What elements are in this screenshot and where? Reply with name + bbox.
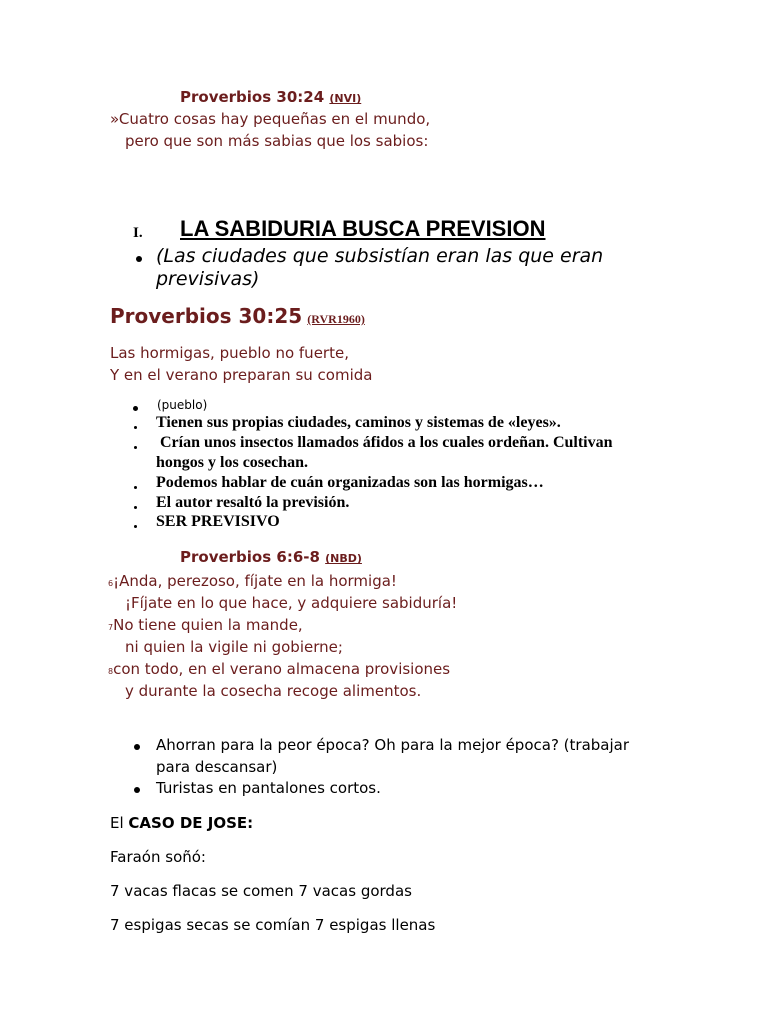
section-title-jose [110,814,253,832]
verse-line: ¡Fíjate en lo que hace, y adquiere sabiduría! [125,594,458,612]
verse-number: 8 [108,667,114,676]
reference-title: Proverbios 30:25 [110,304,303,328]
bullet-icon [134,787,140,793]
reference-version: (RVR1960) [307,312,365,326]
bullet-icon [134,426,137,429]
section-title-prefix: El [110,814,129,832]
list-item: Turistas en pantalones cortos. [156,779,381,797]
list-item: Crían unos insectos llamados áfidos a los cuales ordeñan. Cultivan [156,434,613,451]
reference-version: (NBD) [325,552,362,565]
verse-number: 6 [108,579,114,588]
bullet-icon [134,506,137,509]
verse-line: »Cuatro cosas hay pequeñas en el mundo, [110,110,431,128]
paragraph: 7 vacas flacas se comen 7 vacas gordas [110,882,412,900]
list-item: Tienen sus propias ciudades, caminos y sistemas de «leyes». [156,414,561,431]
verse-line: pero que son más sabias que los sabios: [125,132,429,150]
bullet-icon [134,744,140,750]
bullet-icon [134,486,137,489]
verse-line [108,658,450,680]
bullet-icon [134,446,137,449]
reference-title: Proverbios 6:6-8 [180,548,320,566]
reference-proverbios-30-24 [180,88,361,106]
verse-text: ¡Anda, perezoso, fíjate en la hormiga! [113,572,397,590]
bullet-icon [133,406,138,411]
reference-title: Proverbios 30:24 [180,88,325,106]
verse-text: No tiene quien la mande, [113,616,303,634]
subnote-line: previsivas) [156,268,260,290]
bullet-icon [136,256,142,262]
reference-proverbios-6-6-8 [180,548,362,566]
list-item-continuation: para descansar) [156,758,278,776]
verse-line: ni quien la vigile ni gobierne; [125,638,343,656]
verse-line: y durante la cosecha recoge alimentos. [125,682,422,700]
list-item: Podemos hablar de cuán organizadas son las hormigas… [156,474,544,491]
list-item-continuation: hongos y los cosechan. [156,454,309,471]
list-item: SER PREVISIVO [156,513,280,530]
verse-line [108,614,303,636]
paragraph: 7 espigas secas se comían 7 espigas llenas [110,916,436,934]
verse-number: 7 [108,623,114,632]
list-item: (pueblo) [157,398,208,412]
verse-text: con todo, en el verano almacena provisiones [113,660,451,678]
reference-proverbios-30-25 [110,304,365,328]
list-item: El autor resaltó la previsión. [156,494,350,511]
verse-line: Las hormigas, pueblo no fuerte, [110,344,349,362]
reference-version: (NVI) [329,92,362,105]
list-item: Ahorran para la peor época? Oh para la mejor época? (trabajar [156,736,630,754]
section-numeral: I. [133,225,143,241]
subnote-line: (Las ciudades que subsistían eran las que eran [156,245,604,267]
bullet-icon [134,525,137,528]
paragraph: Faraón soñó: [110,848,206,866]
verse-line: Y en el verano preparan su comida [110,366,373,384]
verse-line [108,570,397,592]
section-heading: LA SABIDURIA BUSCA PREVISION [180,216,546,241]
section-title-bold: CASO DE JOSE: [128,814,254,832]
